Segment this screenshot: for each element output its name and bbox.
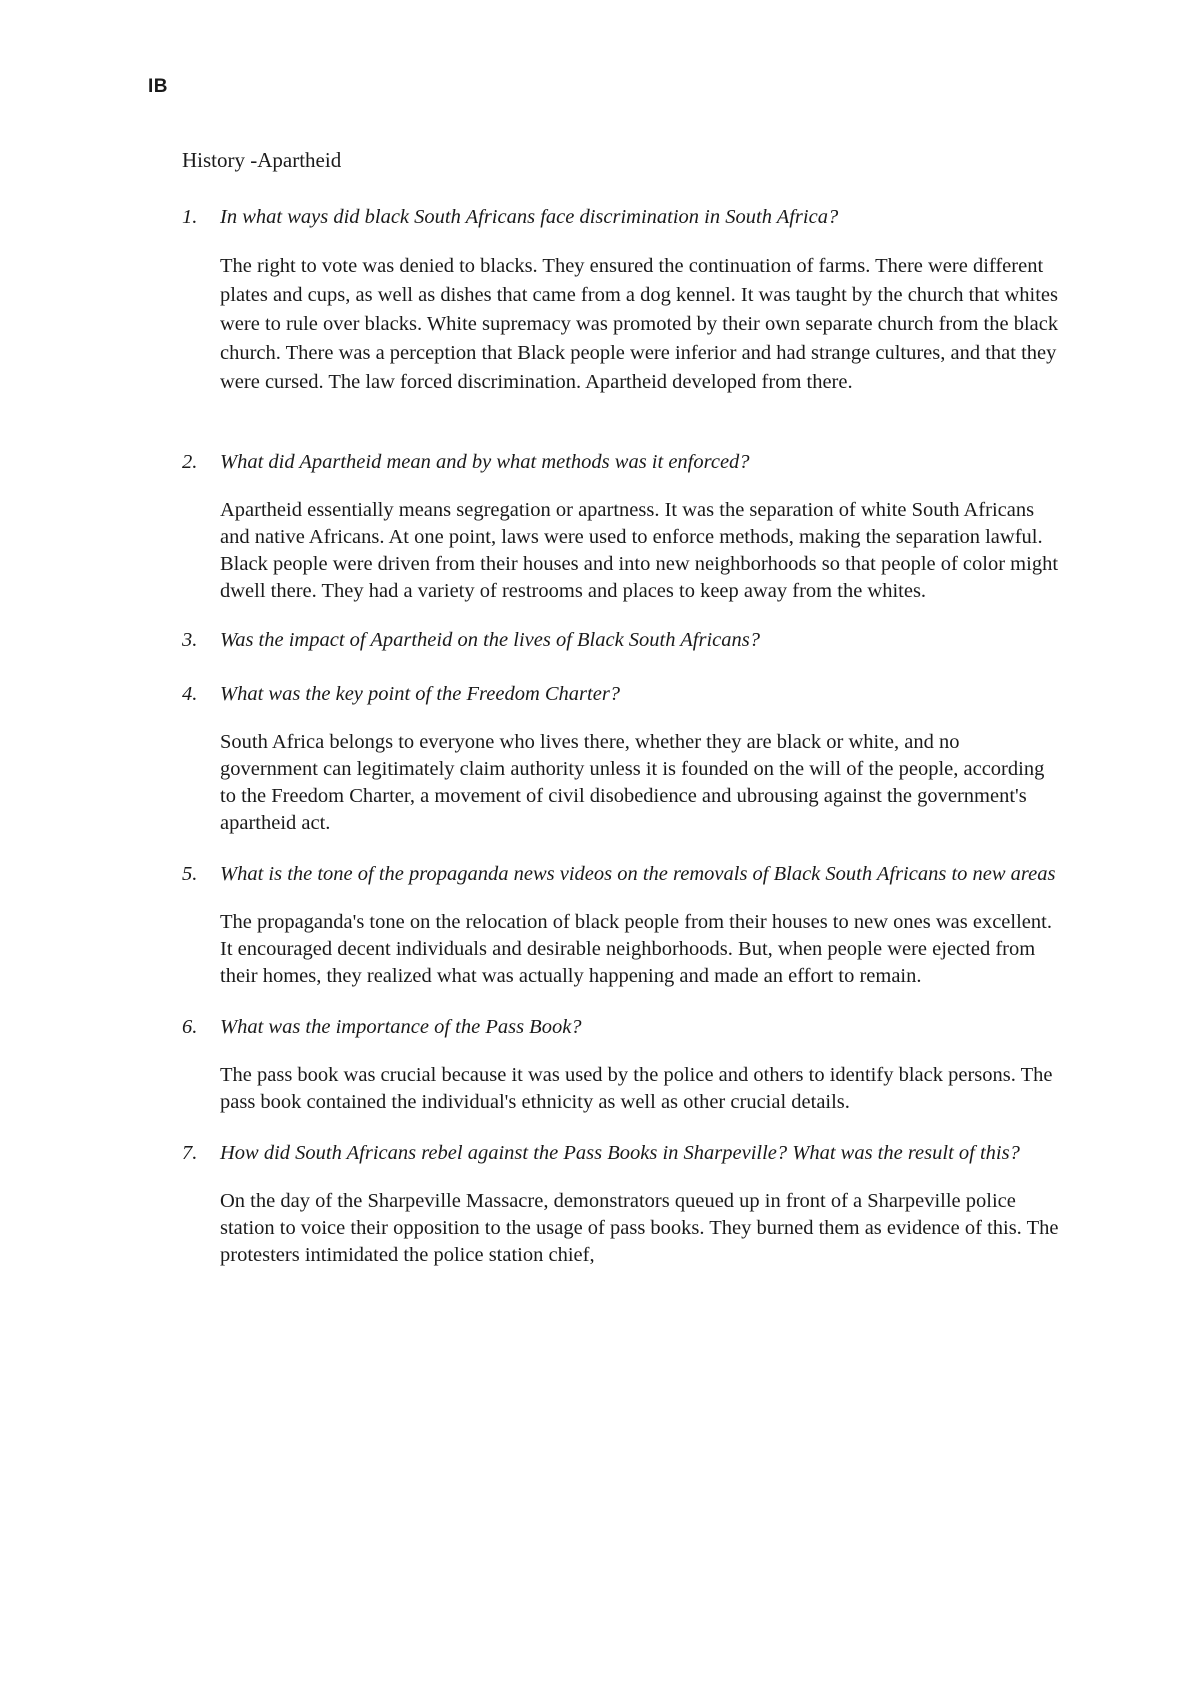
- question: [182, 449, 1062, 475]
- question-item: [182, 1140, 1062, 1269]
- question: [182, 861, 1062, 887]
- question-text: What was the importance of the Pass Book?: [220, 1016, 582, 1038]
- question: [182, 1014, 1062, 1040]
- question-number: 7.: [182, 1142, 198, 1164]
- question-item: [182, 204, 1062, 397]
- answer-text: The right to vote was denied to blacks. They ensured the continuation of farms. There were different plates and cups, as well as dishes that came from a dog kennel. It was taught by the church that whites were to rule over blacks. White supremacy was promoted by their own separate church from the black church. There was a perception that Black people were inferior and had strange cultures, and that they were cursed. The law forced discrimination. Apartheid developed from there.: [220, 255, 1059, 393]
- question-item: [182, 1014, 1062, 1116]
- answer-text: The pass book was crucial because it was used by the police and others to identify black persons. The pass book contained the individual's ethnicity as well as other crucial details.: [220, 1064, 1053, 1113]
- answer-text: Apartheid essentially means segregation or apartness. It was the separation of white South Africans and native Africans. At one point, laws were used to enforce methods, making the separation lawful. Black people were driven from their houses and into new neighborhoods so that people of color might dwell there. They had a variety of restrooms and places to keep away from the whites.: [220, 499, 1059, 602]
- question-number: 1.: [182, 206, 198, 228]
- question-item: [182, 627, 1062, 653]
- question: [182, 204, 1062, 230]
- question-list: [182, 204, 1062, 1269]
- question-item: [182, 861, 1062, 990]
- answer-text: The propaganda's tone on the relocation of black people from their houses to new ones was excellent. It encouraged decent individuals and desirable neighborhoods. But, when people were ejected from their homes, they realized what was actually happening and made an effort to remain.: [220, 911, 1052, 987]
- question: [182, 681, 1062, 707]
- question-text: How did South Africans rebel against the Pass Books in Sharpeville? What was the result of this?: [220, 1142, 1020, 1164]
- header-mark: IB: [148, 76, 168, 97]
- question-item: [182, 449, 1062, 605]
- question: [182, 1140, 1062, 1166]
- question-number: 4.: [182, 683, 198, 705]
- question-number: 6.: [182, 1016, 198, 1038]
- question-text: What did Apartheid mean and by what methods was it enforced?: [220, 451, 750, 473]
- answer-text: South Africa belongs to everyone who lives there, whether they are black or white, and no government can legitimately claim authority unless it is founded on the will of the people, according to the Freedom Charter, a movement of civil disobedience and ubrousing against the government's apartheid act.: [220, 731, 1045, 834]
- question-item: [182, 681, 1062, 837]
- question-number: 5.: [182, 863, 198, 885]
- answer-text: On the day of the Sharpeville Massacre, demonstrators queued up in front of a Sharpeville police station to voice their opposition to the usage of pass books. They burned them as evidence of this. The protesters intimidated the police station chief,: [220, 1190, 1059, 1266]
- document-title: History -Apartheid: [182, 148, 342, 172]
- question-number: 3.: [182, 629, 198, 651]
- question-text: In what ways did black South Africans face discrimination in South Africa?: [220, 206, 839, 228]
- question-number: 2.: [182, 451, 198, 473]
- question-text: Was the impact of Apartheid on the lives of Black South Africans?: [220, 629, 760, 651]
- question-text: What was the key point of the Freedom Charter?: [220, 683, 621, 705]
- question-text: What is the tone of the propaganda news videos on the removals of Black South Africans to new areas: [220, 863, 1056, 885]
- question: [182, 627, 1062, 653]
